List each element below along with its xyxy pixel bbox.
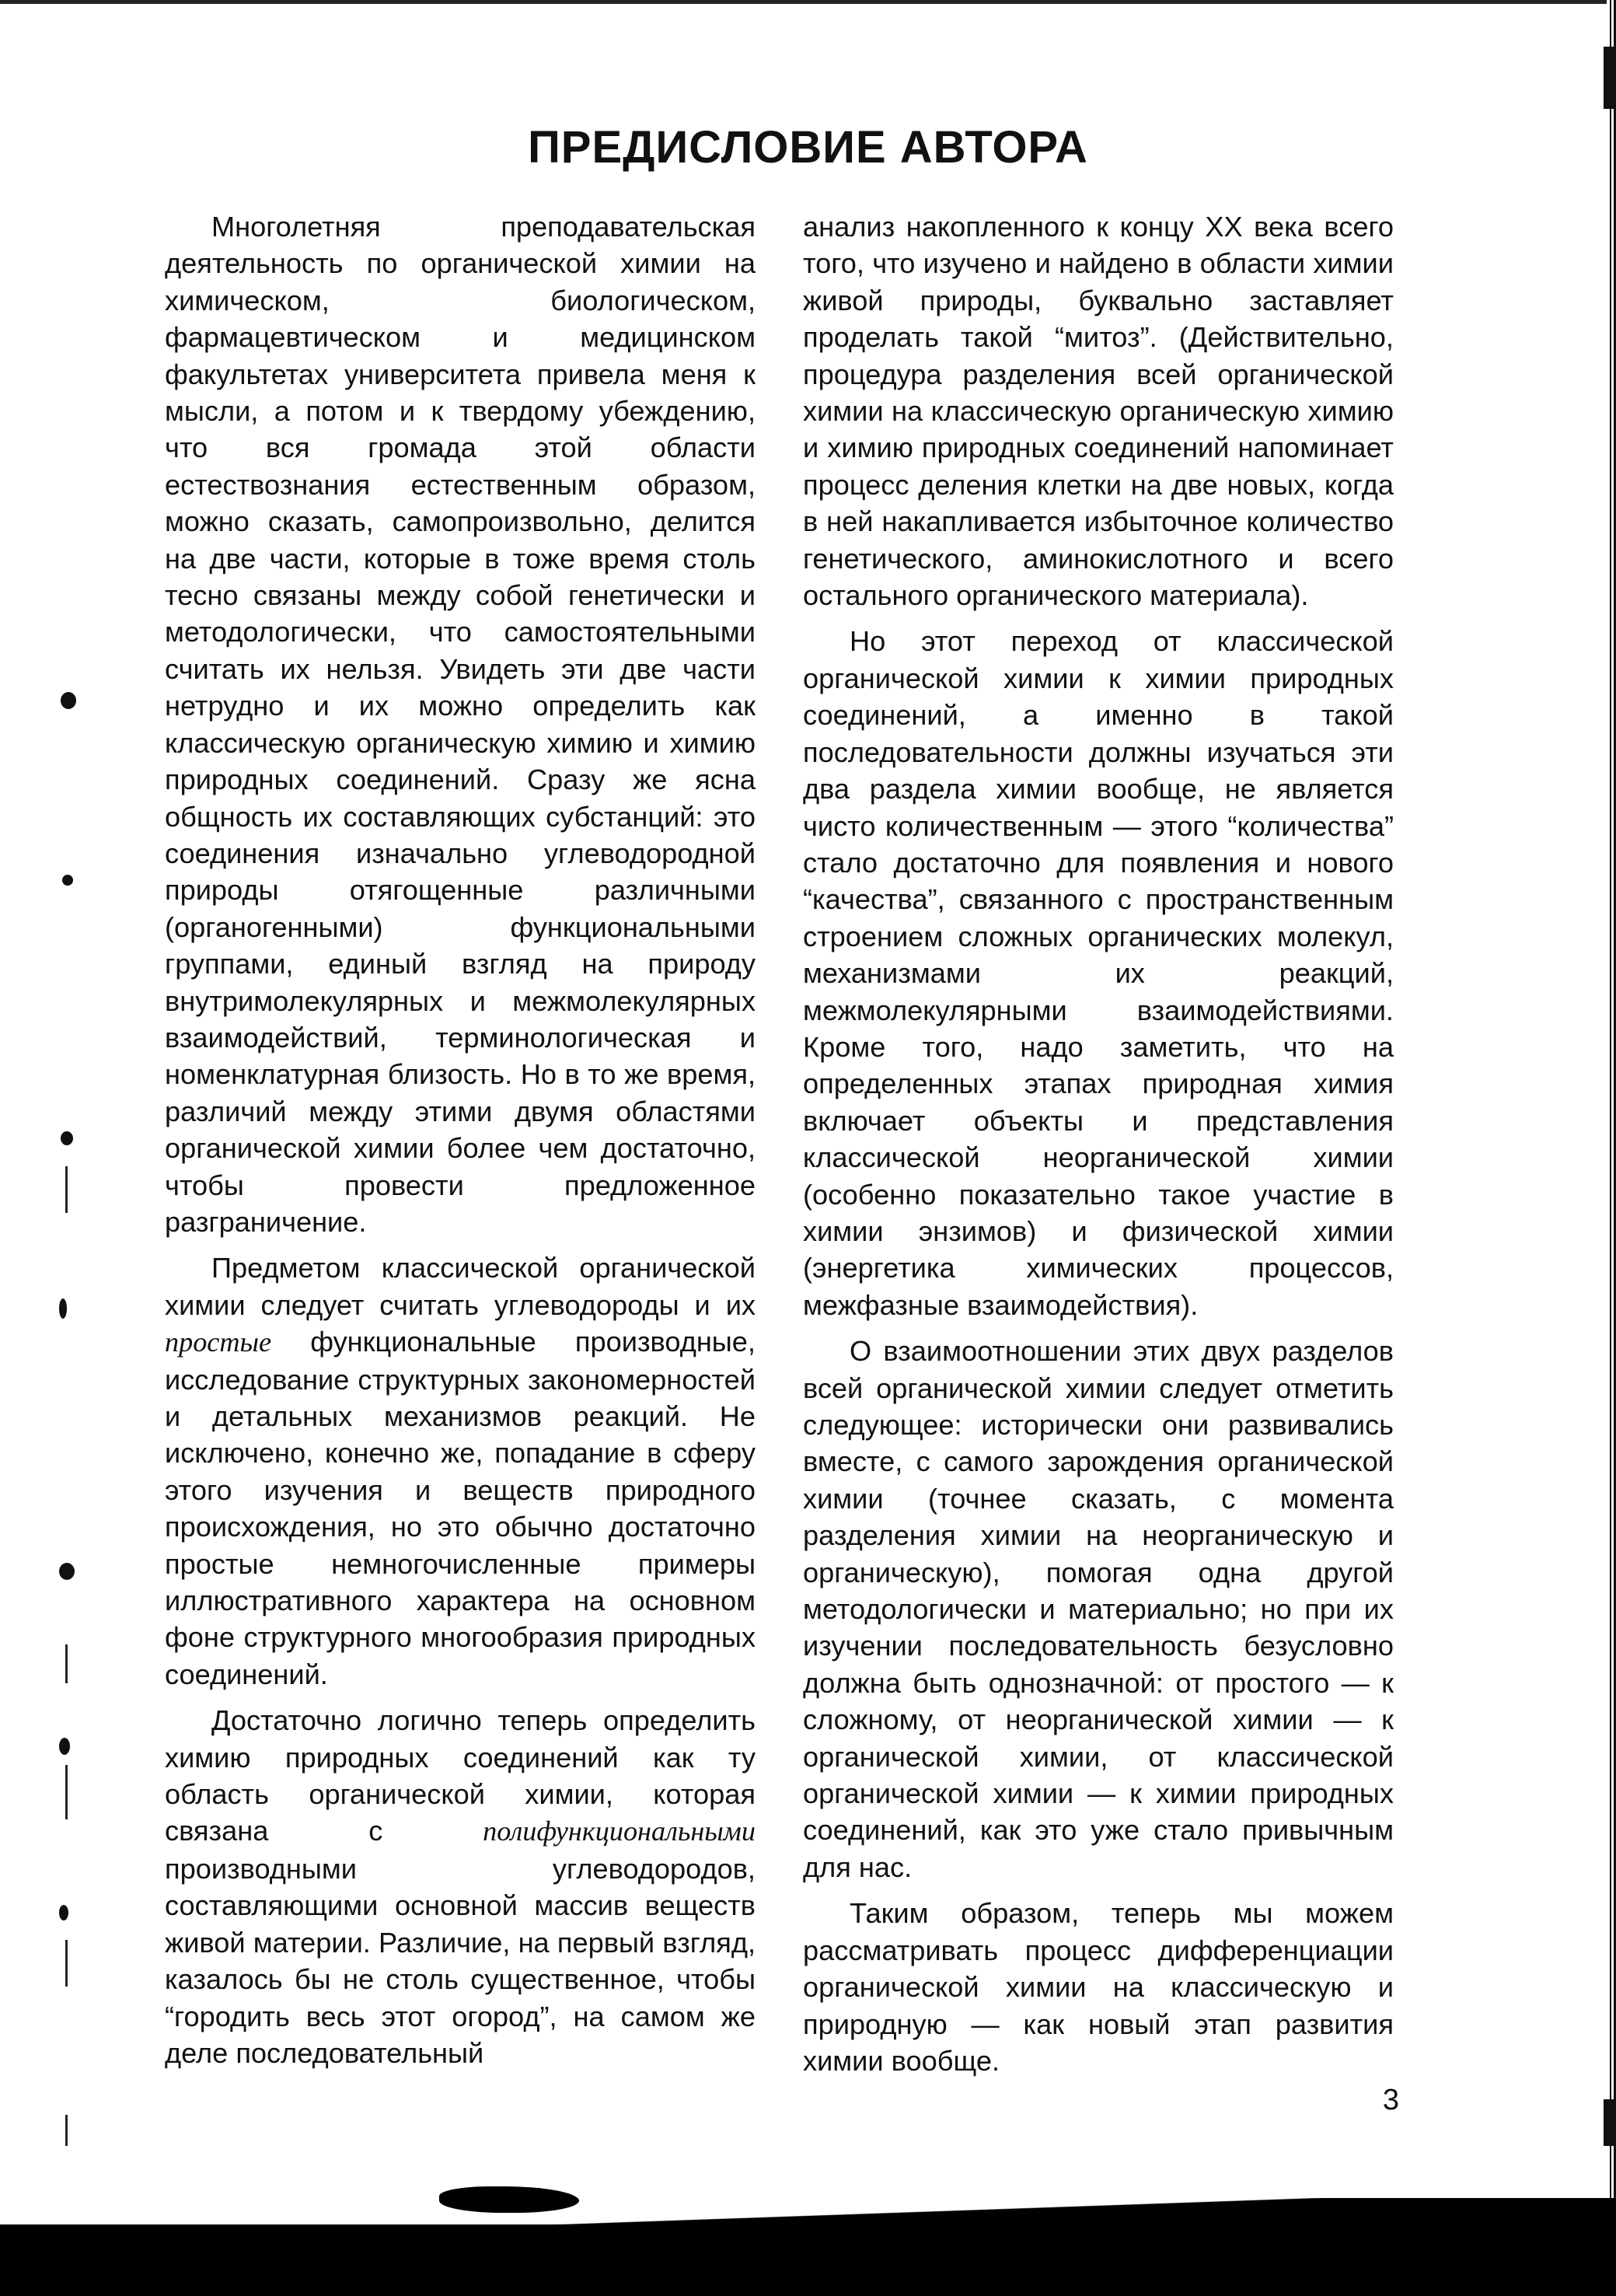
paragraph: Но этот переход от классической органической химии к химии природных соединений, а именно в такой последовательности должны изучаться эти два раздела химии вообще, не является чисто количественным — этого “количества” стало достаточно для появления и нового “качества”, связанного с пространственным строением сложных органических молекул, механизмами их реакций, межмолекулярными взаимодействиями. Кроме того, надо заметить, что на определенных этапах природная химия включает объекты и представления классической неорганической химии (особенно показательно такое участие в химии энзимов) и физической химии (энергетика химических процессов, межфазные взаимодействия). <box>803 625 1394 1321</box>
scan-right-edge <box>1607 0 1616 2296</box>
paragraph: Таким образом, теперь мы можем рассматривать процесс дифференциации органической химии на классическую и природную — как новый этап развития химии вообще. <box>803 1897 1394 2077</box>
text-column-right <box>803 208 1394 2088</box>
page-title: ПРЕДИСЛОВИЕ АВТОРА <box>528 122 1088 173</box>
margin-mark <box>61 1131 73 1145</box>
margin-mark <box>59 1563 75 1580</box>
text-column-left <box>165 208 756 2081</box>
scan-bottom-band <box>0 2224 1616 2296</box>
scan-top-edge <box>0 0 1616 4</box>
margin-line <box>65 1644 68 1683</box>
margin-line <box>65 1166 68 1213</box>
paragraph-text: Предметом классической органической химии следует считать углеводороды и их <box>165 1252 756 1321</box>
scan-bottom-shadow <box>0 2198 1616 2224</box>
paragraph <box>165 1702 756 2071</box>
paragraph <box>165 208 756 1240</box>
page-number: 3 <box>1382 2084 1399 2116</box>
margin-mark <box>59 1298 67 1319</box>
paragraph-text: функциональные производные, исследование структурных закономерностей и детальных механизмов реакций. Не исключено, конечно же, попадание в сферу этого изучения и веществ природного происхождения, но это обычно достаточно простые немногочисленные примеры иллюстративного характера на основном фоне структурного многообразия природных соединений. <box>165 1326 756 1690</box>
paragraph: О взаимоотношении этих двух разделов всей органической химии следует отметить следующее: исторически они развивались вместе, с самого зарождения органической химии (точнее сказать, с момента разделения химии на неорганическую и органическую), помогая одна другой методологически и материально; но при их изучении последовательность безусловно должна быть однозначной: от простого — к сложному, от неорганической химии — к органической химии, от классической органической химии — к химии природных соединений, как это уже стало привычным для нас. <box>803 1335 1394 1883</box>
emphasis-text: простые <box>165 1326 272 1358</box>
paragraph-text: производными углеводородов, составляющими основной массив веществ живой материи. Различие, на первый взгляд, казалось бы не столь существенное, чтобы “городить весь этот огород”, на самом же деле последовательный <box>165 1852 756 2069</box>
paragraph-continued: анализ накопленного к концу XX века всего того, что изучено и найдено в области химии живой природы, буквально заставляет проделать такой “митоз”. (Действительно, процедура разделения всей органической химии на классическую органическую химию и химию природных соединений напоминает процесс деления клетки на две новых, когда в ней накапливается избыточное количество генетического, аминокислотного и всего остального органического материала). <box>803 211 1394 612</box>
margin-line <box>65 2115 68 2146</box>
paragraph-text: Достаточно логично теперь определить химию природных соединений как ту область органической химии, которая связана с <box>165 1704 756 1847</box>
scan-right-mark <box>1604 2099 1616 2146</box>
margin-mark <box>59 1738 70 1755</box>
margin-line <box>65 1765 68 1819</box>
emphasis-text: полифункциональными <box>483 1815 756 1847</box>
margin-mark <box>59 1905 68 1920</box>
paragraph <box>165 1249 756 1693</box>
scan-ink-blot <box>439 2186 579 2213</box>
scan-right-mark <box>1604 47 1616 109</box>
margin-mark <box>62 875 73 886</box>
margin-mark <box>61 692 76 709</box>
margin-line <box>65 1940 68 1987</box>
paragraph-text: Многолетняя преподавательская деятельность по органической химии на химическом, биологическом, фармацевтическом и медицинском факультетах университета привела меня к мысли, а потом и к твердому убеждению, что вся громада этой области естествознания естественным образом, можно сказать, самопроизвольно, делится на две части, которые в тоже время столь тесно связаны между собой генетически и методологически, что самостоятельными считать их нельзя. Увидеть эти две части нетрудно и их можно определить как классическую органическую химию и химию природных соединений. Сразу же ясна общность их составляющих субстанций: это соединения изначально углеводородной природы отягощенные различными (органогенными) функциональными группами, единый взгляд на природу внутримолекулярных и межмолекулярных взаимодействий, терминологическая и номенклатурная близость. Но в то же время, различий между этими двумя областями органической химии более чем достаточно, чтобы провести предложенное разграничение. <box>165 211 756 1238</box>
